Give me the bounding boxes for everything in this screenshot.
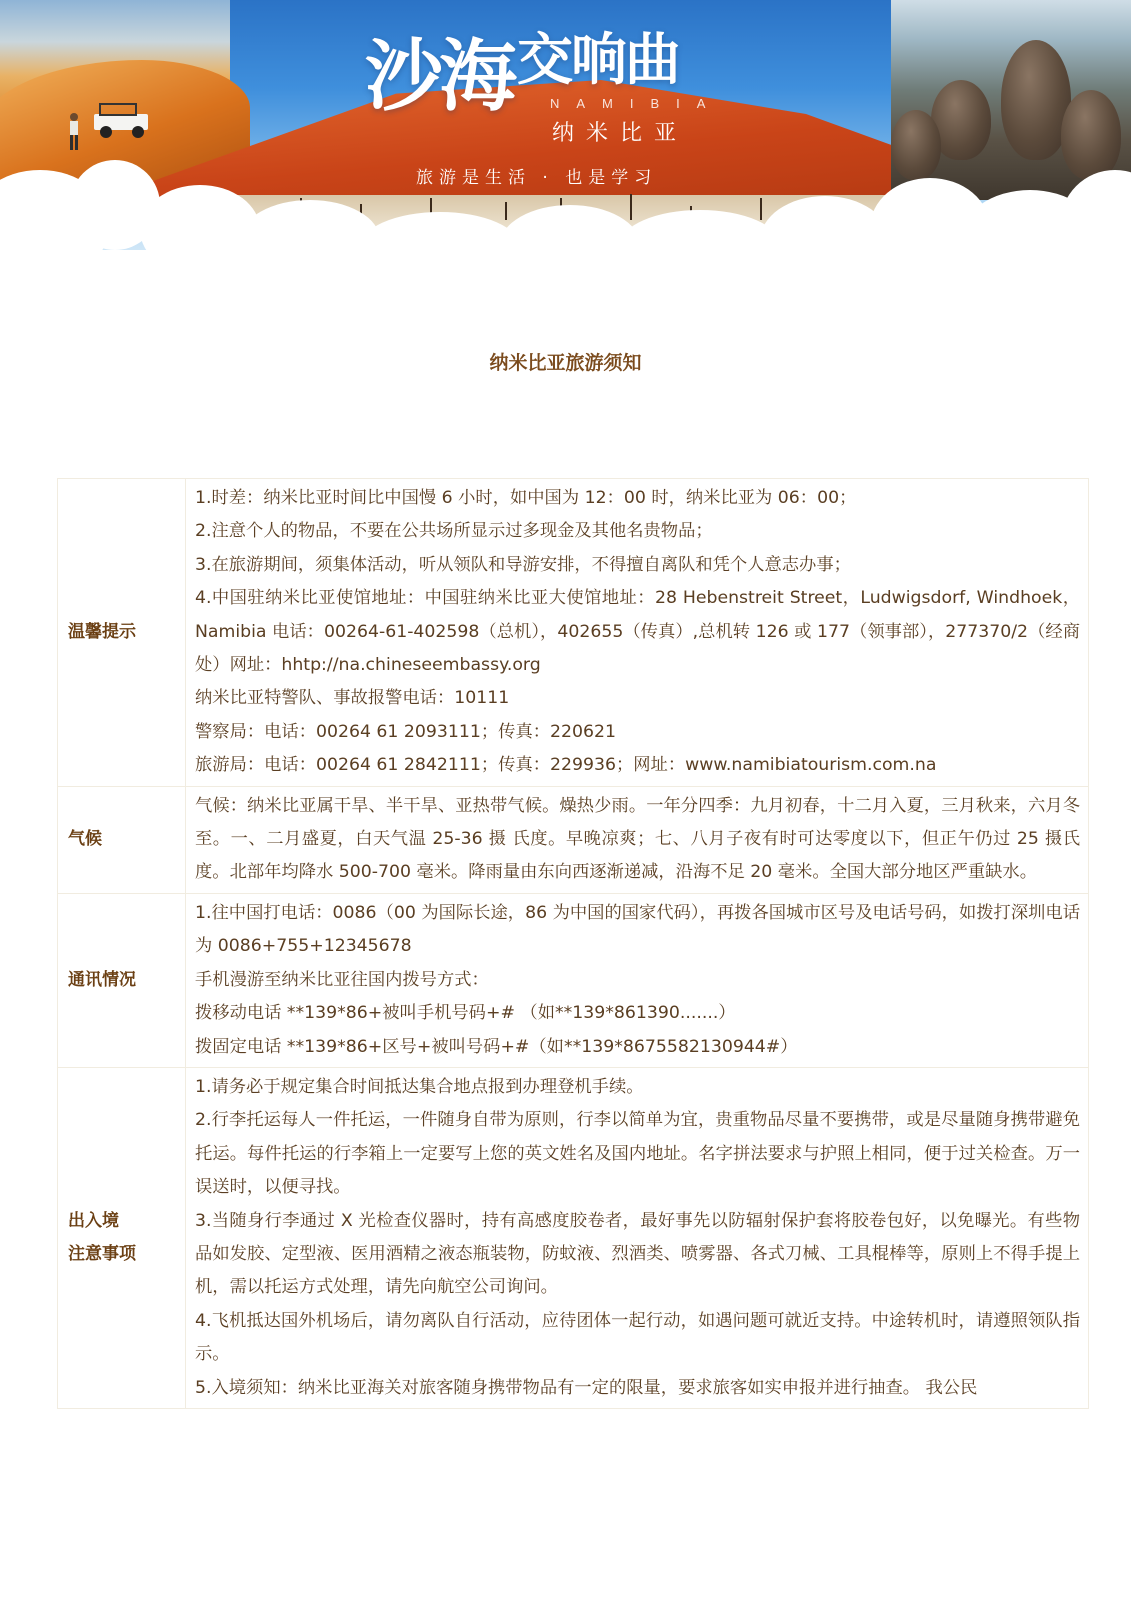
paragraph: 4.中国驻纳米比亚使馆地址：中国驻纳米比亚大使馆地址：28 Hebenstreit Street，Ludwigsdorf, Windhoek，Namibia 电话：00264-61-402598（总机），402655（传真）,总机转 126 或 177（领事部），277370/2（经商处）网址：hhtp://na.chineseembassy.org bbox=[195, 588, 1080, 676]
travel-tips-table bbox=[57, 478, 1089, 1409]
person-icon bbox=[68, 112, 80, 152]
paragraph: 1.请务必于规定集合时间抵达集合地点报到办理登机手续。 bbox=[195, 1076, 644, 1097]
paragraph: 纳米比亚特警队、事故报警电话：10111 bbox=[195, 688, 510, 709]
banner-subtitle-en: NAMIBIA bbox=[550, 96, 723, 111]
table-row-warm-tips bbox=[58, 479, 1089, 787]
table-row-entry-exit bbox=[58, 1067, 1089, 1408]
row-label: 通讯情况 bbox=[58, 893, 186, 1067]
paragraph: 2.行李托运每人一件托运，一件随身自带为原则，行李以简单为宜，贵重物品尽量不要携带，或是尽量随身携带避免托运。每件托运的行李箱上一定要写上您的英文姓名及国内地址。名字拼法要求与护照上相同，便于过关检查。万一误送时，以便寻找。 bbox=[195, 1110, 1080, 1198]
paragraph: 手机漫游至纳米比亚往国内拨号方式： bbox=[195, 969, 489, 990]
row-content bbox=[186, 479, 1089, 787]
header-banner bbox=[0, 0, 1131, 250]
paragraph: 1.往中国打电话：0086（00 为国际长途，86 为中国的国家代码），再拨各国城市区号及电话号码，如拨打深圳电话为 0086+755+12345678 bbox=[195, 902, 1080, 957]
table-row-communication bbox=[58, 893, 1089, 1067]
paragraph: 警察局：电话：00264 61 2093111；传真：220621 bbox=[195, 721, 616, 742]
banner-slogan: 旅游是生活 · 也是学习 bbox=[416, 168, 658, 188]
paragraph: 2.注意个人的物品，不要在公共场所显示过多现金及其他名贵物品； bbox=[195, 521, 713, 542]
row-content bbox=[186, 893, 1089, 1067]
paragraph: 1.时差：纳米比亚时间比中国慢 6 小时，如中国为 12：00 时，纳米比亚为 06：00； bbox=[195, 488, 857, 508]
banner-title-part1: 沙海 bbox=[365, 31, 514, 122]
paragraph: 拨固定电话 **139*86+区号+被叫号码+#（如**139*8675582130944#） bbox=[195, 1036, 798, 1057]
page-title: 纳米比亚旅游须知 bbox=[489, 352, 642, 374]
paragraph: 3.在旅游期间，须集体活动，听从领队和导游安排，不得擅自离队和凭个人意志办事； bbox=[195, 554, 851, 575]
paragraph: 旅游局：电话：00264 61 2842111；传真：229936；网址：www.namibiatourism.com.na bbox=[195, 755, 937, 776]
row-label: 出入境 注意事项 bbox=[58, 1067, 186, 1408]
seal-colony-photo bbox=[891, 0, 1131, 200]
paragraph: 3.当随身行李通过 X 光检查仪器时，持有高感度胶卷者，最好事先以防辐射保护套将胶卷包好，以免曝光。有些物品如发胶、定型液、医用酒精之液态瓶装物，防蚊液、烈酒类、喷雾器、各式刀械、工具棍棒等，原则上不得手提上机，需以托运方式处理，请先向航空公司询问。 bbox=[195, 1210, 1080, 1298]
table-row-climate bbox=[58, 786, 1089, 893]
banner-subtitle-cn: 纳米比亚 bbox=[552, 121, 689, 146]
paragraph: 气候：纳米比亚属干旱、半干旱、亚热带气候。燥热少雨。一年分四季：九月初春，十二月入夏，三月秋来，六月冬至。一、二月盛夏，白天气温 25-36 摄 氏度。早晚凉爽；七、八月子夜有时可达零度以下，但正午仍过 25 摄氏度。北部年均降水 500-700 毫米。降雨量由东向西逐渐递减，沿海不足 20 毫米。全国大部分地区严重缺水。 bbox=[195, 795, 1080, 883]
row-content bbox=[186, 786, 1089, 893]
jeep-icon bbox=[86, 100, 156, 140]
row-content bbox=[186, 1067, 1089, 1408]
paragraph: 4.飞机抵达国外机场后，请勿离队自行活动，应待团体一起行动，如遇问题可就近支持。中途转机时，请遵照领队指示。 bbox=[195, 1310, 1080, 1365]
row-label: 气候 bbox=[58, 786, 186, 893]
row-label: 温馨提示 bbox=[58, 479, 186, 787]
paragraph: 拨移动电话 **139*86+被叫手机号码+# （如**139*861390.......） bbox=[195, 1003, 736, 1024]
banner-title-part2: 交响曲 bbox=[517, 27, 680, 93]
paragraph: 5.入境须知：纳米比亚海关对旅客随身携带物品有一定的限量，要求旅客如实申报并进行抽查。 我公民 bbox=[195, 1377, 978, 1398]
